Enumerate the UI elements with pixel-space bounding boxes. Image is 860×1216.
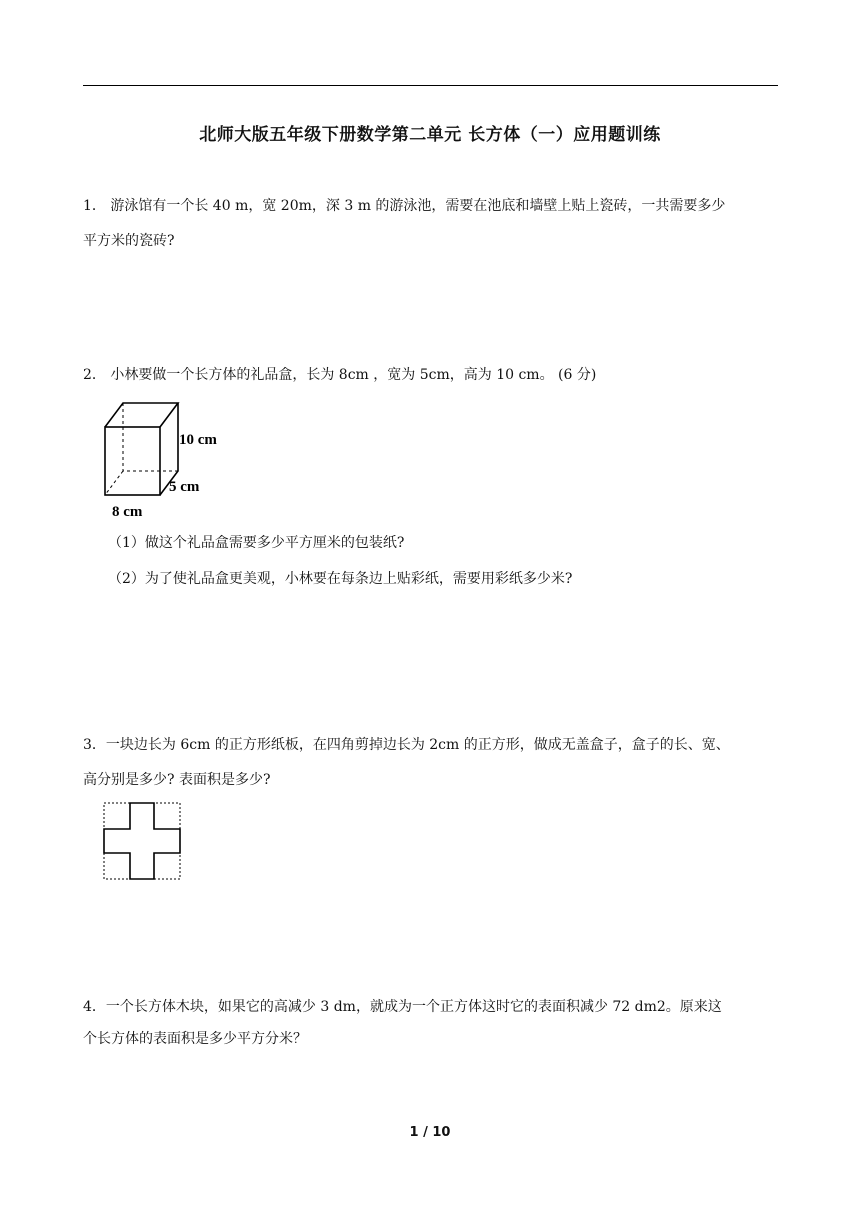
- header-rule: [83, 85, 778, 86]
- question-3-line-1: 3．一块边长为 6cm 的正方形纸板，在四角剪掉边长为 2cm 的正方形，做成无盖盒子，盒子的长、宽、: [83, 737, 730, 753]
- page-title: 北师大版五年级下册数学第二单元 长方体（一）应用题训练: [199, 125, 661, 145]
- question-2-sub-2: （2）为了使礼品盒更美观，小林要在每条边上贴彩纸，需要用彩纸多少米?: [108, 571, 573, 587]
- page-number: 1 / 10: [409, 1125, 451, 1140]
- question-2-line-1: 2． 小林要做一个长方体的礼品盒，长为 8cm ，宽为 5cm，高为 10 cm。 (6 分): [83, 367, 597, 383]
- question-2-sub-1: （1）做这个礼品盒需要多少平方厘米的包装纸?: [108, 535, 405, 551]
- question-3-line-2: 高分别是多少? 表面积是多少?: [83, 772, 271, 788]
- question-4-line-1: 4．一个长方体木块，如果它的高减少 3 dm，就成为一个正方体这时它的表面积减少 72 dm2。原来这: [83, 999, 722, 1015]
- question-1-line-2: 平方米的瓷砖?: [83, 233, 175, 249]
- question-4-line-2: 个长方体的表面积是多少平方分米？: [83, 1031, 307, 1047]
- question-1-line-1: 1． 游泳馆有一个长 40 m，宽 20m，深 3 m 的游泳池，需要在池底和墙壁上贴上瓷砖，一共需要多少: [83, 198, 726, 214]
- height-label: 10 cm: [179, 432, 217, 448]
- cuboid-figure: [95, 395, 235, 525]
- cross-cutout-figure: [103, 802, 183, 882]
- width-label: 5 cm: [169, 479, 200, 495]
- length-label: 8 cm: [112, 504, 143, 520]
